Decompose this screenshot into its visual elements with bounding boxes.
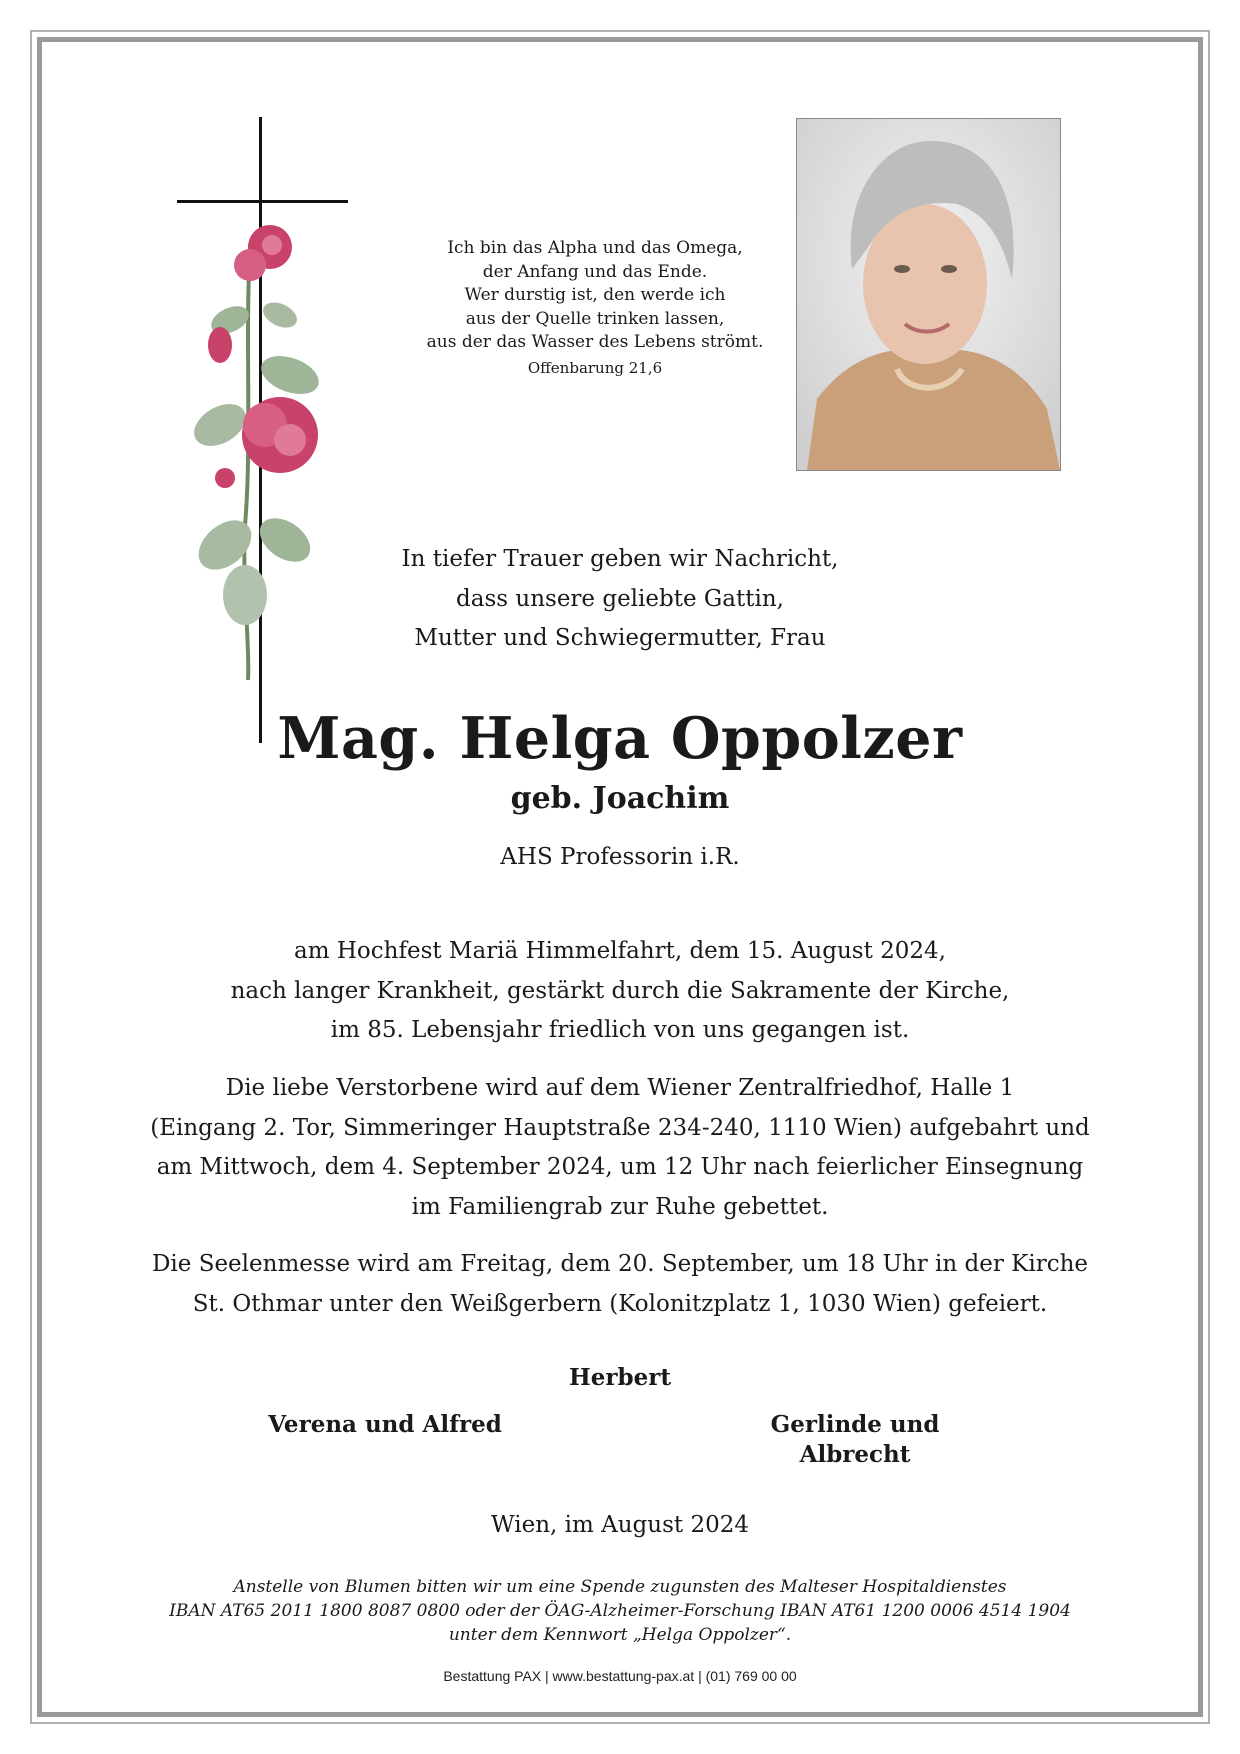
deceased-name: Mag. Helga Oppolzer [277,705,963,772]
verse-reference: Offenbarung 21,6 [527,358,663,377]
paragraph-line: (Eingang 2. Tor, Simmeringer Hauptstraße 234-240, 1110 Wien) aufgebahrt und [150,1114,1090,1141]
bible-verse [390,237,800,380]
paragraph-line: St. Othmar unter den Weißgerbern (Kolonitzplatz 1, 1030 Wien) gefeiert. [192,1290,1048,1317]
verse-line: Wer durstig ist, den werde ich [464,285,726,305]
paragraph-line: Die liebe Verstorbene wird auf dem Wiener Zentralfriedhof, Halle 1 [225,1075,1015,1101]
burial-paragraph [120,1069,1120,1227]
birth-name: geb. Joachim [510,781,730,816]
verse-line: der Anfang und das Ende. [482,261,708,282]
signer-left: Verena und Alfred [268,1411,502,1438]
donation-line: IBAN AT65 2011 1800 8087 0800 oder der ÖAG-Alzheimer-Forschung IBAN AT61 1200 0006 4514 1904 [169,1601,1071,1621]
death-paragraph [120,932,1120,1051]
cross-icon-bar [177,200,348,203]
verse-line: aus der das Wasser des Lebens strömt. [426,332,764,352]
verse-line: aus der Quelle trinken lassen, [465,308,725,329]
signer-right: Gerlinde und Albrecht [770,1411,940,1468]
donation-line: unter dem Kennwort „Helga Oppolzer“. [448,1625,792,1645]
mass-paragraph [120,1245,1120,1324]
paragraph-line: nach langer Krankheit, gestärkt durch die Sakramente der Kirche, [230,977,1010,1004]
portrait-photo [796,118,1061,471]
donation-line: Anstelle von Blumen bitten wir um eine Spende zugunsten des Malteser Hospitaldienstes [233,1577,1007,1597]
paragraph-line: am Hochfest Mariä Himmelfahrt, dem 15. August 2024, [294,938,946,964]
donation-note [120,1575,1120,1647]
place-date: Wien, im August 2024 [491,1512,749,1538]
professional-title: AHS Professorin i.R. [500,844,740,870]
paragraph-line: am Mittwoch, dem 4. September 2024, um 12 Uhr nach feierlicher Einsegnung [156,1154,1084,1180]
intro-line: Mutter und Schwiegermutter, Frau [414,625,826,651]
intro-text [120,540,1120,659]
funeral-home-footer: Bestattung PAX | www.bestattung-pax.at | (01) 769 00 00 [443,1668,797,1684]
verse-line: Ich bin das Alpha und das Omega, [447,238,743,258]
signer-main: Herbert [569,1364,671,1391]
intro-line: In tiefer Trauer geben wir Nachricht, [401,546,839,572]
paragraph-line: im 85. Lebensjahr friedlich von uns gegangen ist. [330,1017,910,1043]
intro-line: dass unsere geliebte Gattin, [456,585,784,612]
paragraph-line: im Familiengrab zur Ruhe gebettet. [411,1193,829,1220]
paragraph-line: Die Seelenmesse wird am Freitag, dem 20. September, um 18 Uhr in der Kirche [151,1251,1089,1277]
